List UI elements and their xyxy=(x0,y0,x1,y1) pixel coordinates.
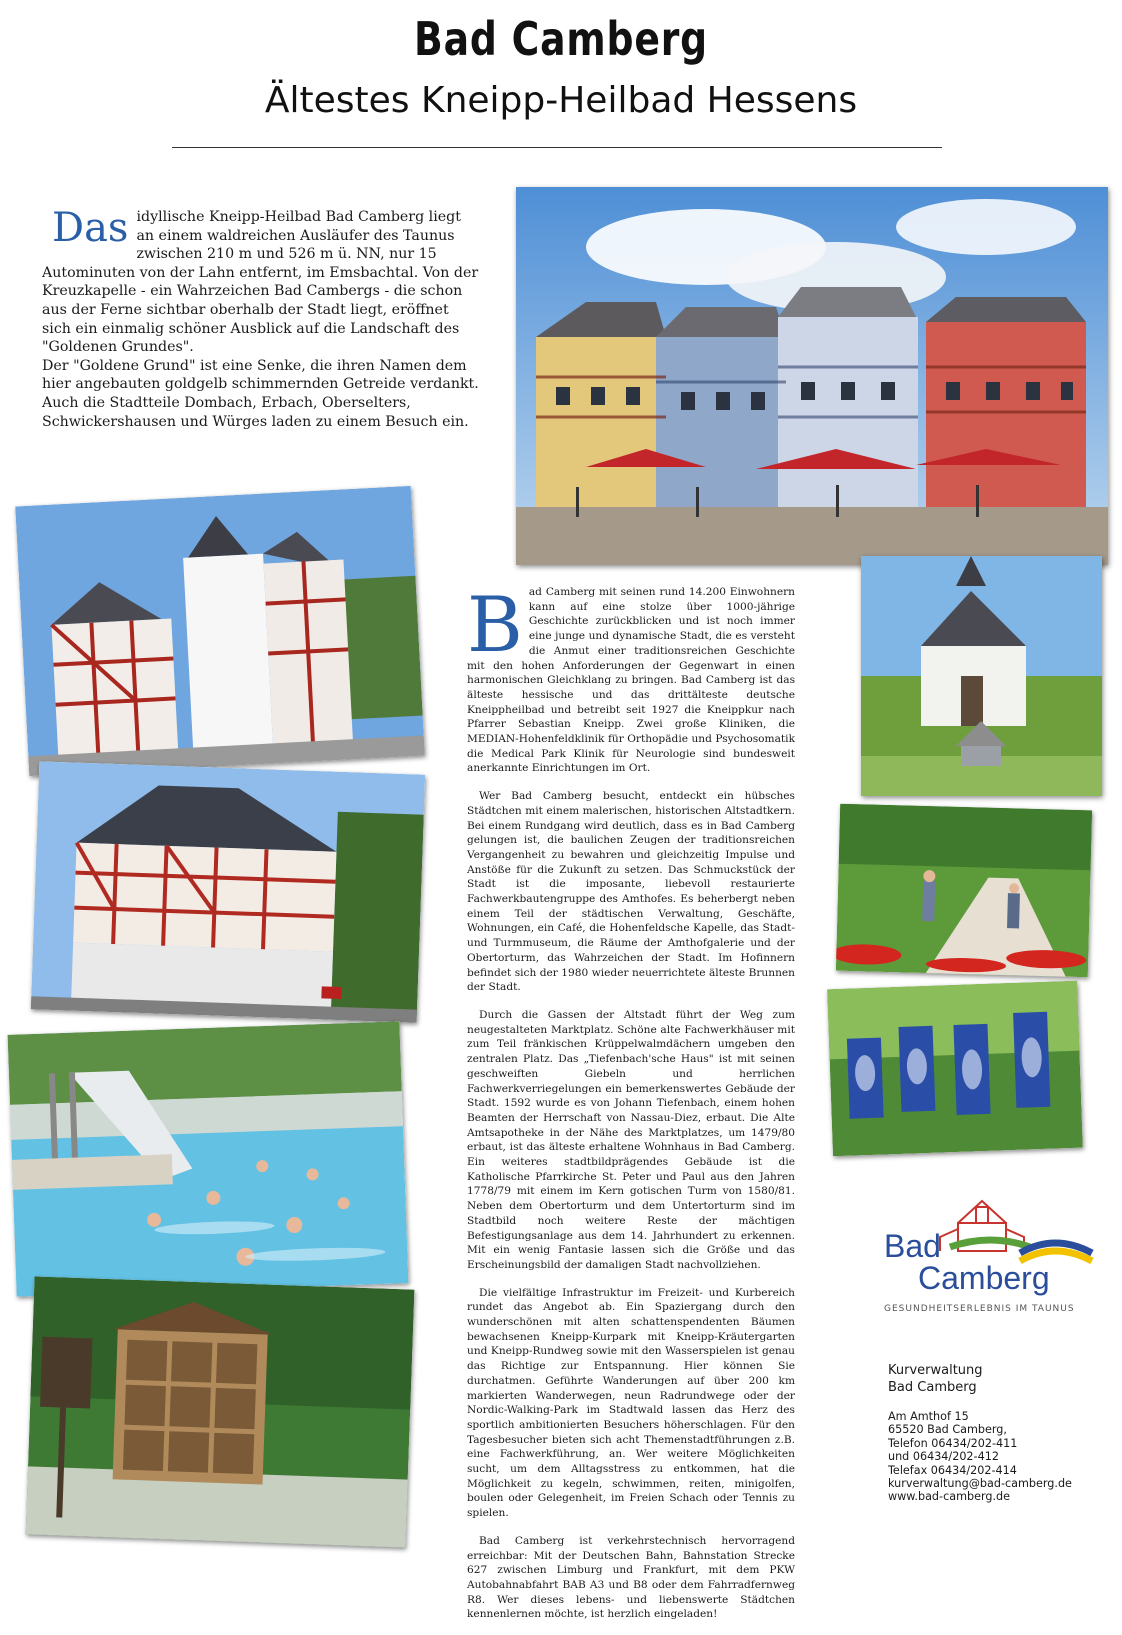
photo-chapel xyxy=(861,556,1102,796)
intro-paragraph-1: idyllische Kneipp-Heilbad Bad Camberg liegt an einem waldreichen Ausläufer des Taunus zwischen 210 m und 526 m ü. NN, nur 15 Autominuten von der Lahn entfernt, im Emsbachtal. Von der Kreuzkapelle - ein Wahrzeichen Bad Cambergs - die schon aus der Ferne sichtbar oberhalb der Stadt liegt, eröffnet sich ein einmalig schöner Ausblick auf die Landschaft des "Goldenen Grundes". xyxy=(42,209,479,356)
photo-spa-park xyxy=(836,804,1092,978)
title-divider xyxy=(172,147,942,148)
intro-text xyxy=(42,205,482,431)
article-paragraph-5: Bad Camberg ist verkehrstechnisch hervorragend erreichbar: Mit der Deutschen Bahn, Bahnstation Strecke 627 zwischen Limburg und Frankfurt, mit dem PKW Autobahnabfahrt BAB A3 und B8 oder dem Fahrradfernweg R8. Wer dieses lebens- und liebenswerte Städtchen kennenlernen möchte, ist herzlich eingeladen! xyxy=(467,1534,795,1621)
photo-insect-hotel xyxy=(26,1276,415,1547)
intro-drop-cap: Das xyxy=(52,205,129,251)
logo-line1: Bad xyxy=(884,1228,941,1264)
photo-timbered-house xyxy=(31,761,425,1022)
contact-fax: Telefax 06434/202-414 xyxy=(888,1463,1017,1477)
article-paragraph-2: Wer Bad Camberg besucht, entdeckt ein hübsches Städtchen mit einem malerischen, historischen Altstadtkern. Bei einem Rundgang wird deutlich, dass es in Bad Camberg gelungen ist, die baulichen Zeugen der traditionsreichen Vergangenheit zu bewahren und gleichzeitig Impulse und Anstöße für die Zukunft zu setzen. Das Schmuckstück der Stadt ist die imposante, liebevoll restaurierte Fachwerkbautengruppe des Amthofes. Es beherbergt neben einem Teil der städtischen Verwaltung, Geschäfte, Wohnungen, ein Café, die Hohenfeldsche Kapelle, das Stadt- und Turmmuseum, die Räume der Amthofgalerie und der Obertorturm, das Wahrzeichen der Stadt. Im Hofinnern befindet sich der 1980 wieder neuerrichtete älteste Brunnen der Stadt. xyxy=(467,790,795,994)
intro-paragraph-2: Der "Goldene Grund" ist eine Senke, die ihren Namen dem hier angebauten goldgelb schimmernden Getreide verdankt. Auch die Stadtteile Dombach, Erbach, Oberselters, Schwickershausen und Würges laden zu einem Besuch ein. xyxy=(42,357,479,430)
article-paragraph-1: ad Camberg mit seinen rund 14.200 Einwohnern kann auf eine stolze über 1000-jährige Geschichte zurückblicken und ist noch immer eine junge und dynamische Stadt, die es versteht die Anmut einer traditionsreichen Geschichte mit den hohen Anforderungen der Gegenwart in einen harmonischen Gleichklang zu bringen. Bad Camberg ist das älteste hessische und das drittälteste deutsche Kneippheilbad und betreibt seit 1927 die Kneippkur nach Pfarrer Sebastian Kneipp. Zwei große Kliniken, die MEDIAN-Hohenfeldklinik für Orthopädie und Psychosomatik die Medical Park Klinik für Neurologie sind bundesweit anerkannte Einrichtungen im Ort. xyxy=(467,586,795,775)
article-paragraph-4: Die vielfältige Infrastruktur im Freizeit- und Kurbereich rundet das Angebot ab. Ein Spaziergang durch den wunderschönen mit alten schattenspendenten Bäumen bewachsenen Kneipp-Kurpark mit Kneipp-Kräutergarten und Kneipp-Rundweg sowie mit den Wasserspielen ist genau das Richtige zur Entspannung. Hier können Sie durchatmen. Geführte Wanderungen auf über 200 km markierten Wanderwegen, neun Radrundwege oder der Nordic-Walking-Park im Stadtwald lassen das Herz des sportlich ambitionierten Besuchers höherschlagen. Für den Tagesbesucher bieten sich acht Themenstadtführungen z.B. eine Fachwerkführung, an. Wer weitere Möglichkeiten sucht, um dem Alltagsstress zu entkommen, hat die Möglichkeit zu kegeln, schwimmen, reiten, minigolfen, boulen oder Gelegenheit, im Freien Schach oder Tennis zu spielen. xyxy=(467,1286,795,1520)
photo-marketplace xyxy=(516,187,1108,565)
photo-outdoor-pool xyxy=(8,1021,409,1297)
contact-phone-2: und 06434/202-412 xyxy=(888,1450,999,1464)
contact-phone-1: Telefon 06434/202-411 xyxy=(888,1436,1018,1450)
page-subtitle: Ältestes Kneipp-Heilbad Hessens xyxy=(264,80,858,121)
article-paragraph-3: Durch die Gassen der Altstadt führt der Weg zum neugestalteten Marktplatz. Schöne alte Fachwerkhäuser mit zum Teil fränkischen Krüppelwalmdächern umgeben den zentralen Platz. Das „Tiefenbach'sche Haus" ist mit seinen geschweiften Giebeln und herrlichen Fachwerkverriegelungen ein bemerkenswertes Gebäude der Stadt. 1592 wurde es von Johann Tiefenbach, einem hohen Beamten der Herrschaft von Nassau-Diez, erbaut. Die Alte Amtsapotheke in der Nähe des Marktplatzes, um 1479/80 erbaut, ist das älteste erhaltene Wohnhaus in Bad Camberg. Ein weiteres stadtbildprägendes Gebäude ist die Katholische Pfarrkirche St. Peter und Paul aus den Jahren 1778/79 mit einem im Kern gotischen Turm von 1580/81. Neben dem Obertorturm und dem Untertorturm sind im Stadtbild noch weitere Reste der mächtigen Befestigungsanlage aus dem 14. Jahrhundert zu erkennen. Mit ein wenig Fantasie lassen sich die Größe und das Erscheinungsbild der damaligen Stadt nachvollziehen. xyxy=(467,1008,795,1271)
contact-block xyxy=(888,1362,1098,1504)
logo-line2: Camberg xyxy=(918,1260,1050,1296)
logo-graphic-icon xyxy=(880,1195,1095,1315)
logo-tagline: GESUNDHEITSERLEBNIS IM TAUNUS xyxy=(884,1304,1075,1314)
article-body xyxy=(467,580,795,1635)
contact-website[interactable]: www.bad-camberg.de xyxy=(888,1490,1011,1504)
contact-email[interactable]: kurverwaltung@bad-camberg.de xyxy=(888,1477,1072,1491)
bad-camberg-logo xyxy=(880,1195,1095,1315)
contact-street: Am Amthof 15 xyxy=(888,1410,969,1423)
contact-org-2: Bad Camberg xyxy=(888,1380,977,1395)
article-drop-cap: B xyxy=(467,580,523,669)
photo-kneipp-flags xyxy=(827,981,1083,1157)
contact-city: 65520 Bad Camberg, xyxy=(888,1423,1007,1437)
photo-amthof xyxy=(15,486,425,776)
contact-org-1: Kurverwaltung xyxy=(888,1363,983,1378)
page-title: Bad Camberg xyxy=(414,12,708,66)
